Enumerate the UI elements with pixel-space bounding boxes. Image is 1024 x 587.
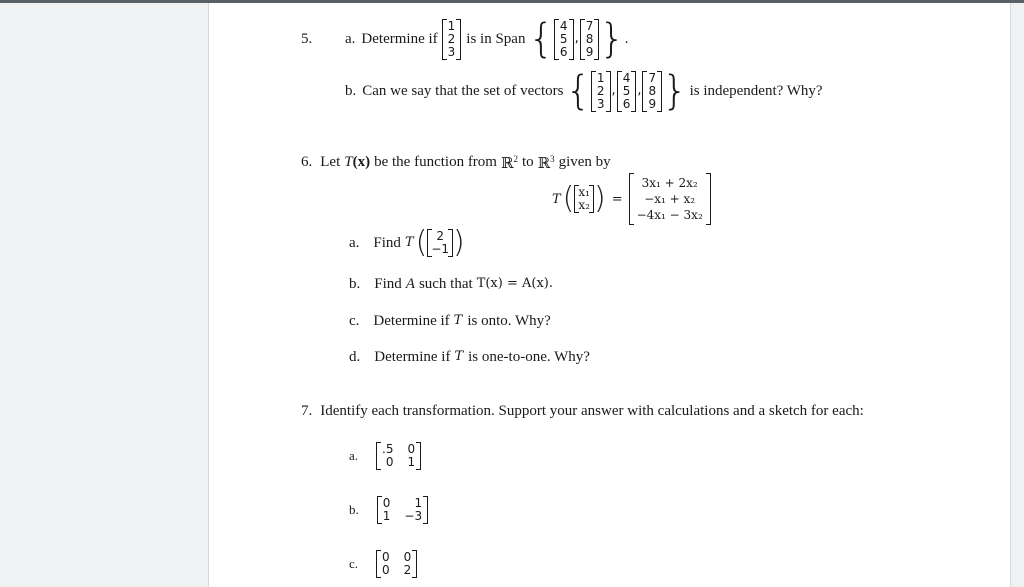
vec1-entry: 1 [596, 70, 605, 85]
q6-x-arg: (x) [352, 153, 371, 170]
q5b-vector-1 [591, 71, 611, 112]
q5a-vector-3 [580, 19, 600, 60]
superscript: 2 [513, 154, 518, 164]
comma: , [611, 83, 616, 98]
vec2-entry: 6 [622, 96, 631, 111]
q7-number: 7. [301, 403, 313, 419]
matrix-entry: .5 [382, 442, 394, 456]
q6-line [301, 150, 611, 173]
def-output-entry: 3x₁ + 2x₂ [641, 176, 698, 190]
q6a-text: Find [373, 235, 401, 251]
vec3-entry: 8 [585, 31, 594, 46]
def-output-vector [629, 173, 711, 225]
q5a-text-pre: Determine if [361, 31, 438, 47]
vec3-entry: 7 [648, 70, 657, 85]
q6b-equation: T(x) = A(x). [476, 276, 553, 291]
right-brace-icon: } [662, 68, 688, 114]
q6d-letter: d. [349, 349, 361, 365]
def-input-vector [574, 185, 594, 213]
q6-number: 6. [301, 153, 313, 170]
right-paren-icon: ) [593, 181, 606, 216]
q6d-text-post: is one-to-one. Why? [468, 349, 590, 365]
vec1-entry: 3 [447, 44, 456, 59]
q6c-text-post: is onto. Why? [467, 313, 551, 329]
q6-R3 [538, 150, 555, 173]
reals-symbol: ℝ [537, 156, 551, 172]
q5b-letter: b. [345, 83, 357, 99]
vec2-entry: 4 [622, 70, 631, 85]
q7a-matrix [376, 442, 421, 470]
matrix-entry: 0 [403, 550, 412, 564]
q7-line [301, 402, 864, 420]
q6a-vector-entry: −1 [431, 242, 450, 256]
vec2-entry: 6 [559, 44, 568, 59]
q5b-vector-2 [617, 71, 637, 112]
q7-text: Identify each transformation. Support your answer with calculations and a sketch for each: [320, 403, 864, 419]
matrix-entry: 2 [403, 563, 412, 577]
matrix-entry: 0 [407, 442, 416, 456]
vec2-entry: 5 [559, 31, 568, 46]
left-brace-icon: { [565, 68, 591, 114]
q6d-T: T [454, 349, 464, 364]
q6b-letter: b. [349, 276, 361, 292]
vec3-entry: 7 [585, 18, 594, 33]
q6b-A: A [405, 276, 415, 292]
q7a-line [349, 439, 421, 473]
q7c-line [349, 547, 417, 581]
q5a-vector-1 [442, 19, 462, 60]
q7c-matrix [376, 550, 417, 578]
matrix-entry: −3 [404, 509, 423, 523]
q6c-T: T [453, 313, 463, 328]
matrix-entry: 0 [382, 563, 390, 577]
left-paren-icon: ( [562, 181, 575, 216]
left-paren-icon: ( [415, 225, 428, 260]
vec1-entry: 1 [447, 18, 456, 33]
vec1-entry: 2 [596, 83, 605, 98]
q5a-vector-2 [554, 19, 574, 60]
q6a-line [349, 225, 465, 261]
q6d-line [349, 348, 590, 366]
def-T: T [552, 191, 561, 207]
q6a-letter: a. [349, 235, 360, 251]
q6-text-pre: Let [320, 153, 341, 170]
q5b-text-pre: Can we say that the set of vectors [362, 83, 564, 99]
q6-definition [552, 173, 711, 225]
q6-text-post: given by [558, 153, 611, 170]
q6b-line [349, 275, 553, 293]
left-brace-icon: { [528, 16, 554, 62]
superscript: 3 [550, 154, 555, 164]
q6-to: to [521, 153, 534, 170]
reals-symbol: ℝ [500, 156, 514, 172]
q5a-line [345, 13, 629, 65]
q6c-letter: c. [349, 313, 360, 329]
q6b-text-pre: Find [374, 276, 402, 292]
q6d-text-pre: Determine if [374, 349, 451, 365]
def-input-entry: x₁ [578, 185, 590, 199]
q5a-text-mid: is in Span [466, 31, 526, 47]
matrix-entry: 1 [414, 496, 423, 510]
def-input-entry: x₂ [578, 198, 590, 212]
def-equals: = [611, 191, 623, 207]
document-page [208, 3, 1011, 587]
q7c-letter: c. [349, 556, 359, 571]
comma: , [574, 31, 579, 46]
q7b-matrix [377, 496, 428, 524]
matrix-entry: 1 [407, 455, 416, 469]
right-brace-icon: } [599, 16, 625, 62]
q6b-text-mid: such that [418, 276, 473, 292]
matrix-entry: 0 [382, 496, 391, 510]
q6-text-mid: be the function from [374, 153, 497, 170]
q5-number: 5. [301, 31, 313, 47]
vec1-entry: 2 [447, 31, 456, 46]
q5b-text-post: is independent? Why? [689, 83, 823, 99]
vec2-entry: 4 [559, 18, 568, 33]
q6-T: T [344, 153, 353, 170]
q7a-letter: a. [349, 448, 359, 463]
q5a-period: . [624, 31, 629, 47]
q6a-T: T [404, 235, 414, 250]
q6c-text-pre: Determine if [373, 313, 450, 329]
q6-R2 [501, 150, 518, 173]
q5b-line [345, 65, 823, 117]
comma: , [637, 83, 642, 98]
vec1-entry: 3 [596, 96, 605, 111]
q6c-line [349, 312, 551, 330]
vec3-entry: 9 [648, 96, 657, 111]
q6a-vector-entry: 2 [436, 229, 444, 243]
vec3-entry: 9 [585, 44, 594, 59]
q5b-vector-3 [642, 71, 662, 112]
q6a-vector [427, 229, 453, 257]
q5a-letter: a. [345, 31, 356, 47]
vec3-entry: 8 [648, 83, 657, 98]
vec2-entry: 5 [622, 83, 631, 98]
def-output-entry: −4x₁ − 3x₂ [636, 208, 703, 222]
q7b-letter: b. [349, 502, 359, 517]
def-output-entry: −x₁ + x₂ [644, 192, 696, 206]
matrix-entry: 1 [382, 509, 391, 523]
matrix-entry: 0 [382, 550, 390, 564]
q7b-line [349, 493, 428, 527]
right-paren-icon: ) [453, 225, 465, 260]
matrix-entry: 0 [385, 455, 394, 469]
